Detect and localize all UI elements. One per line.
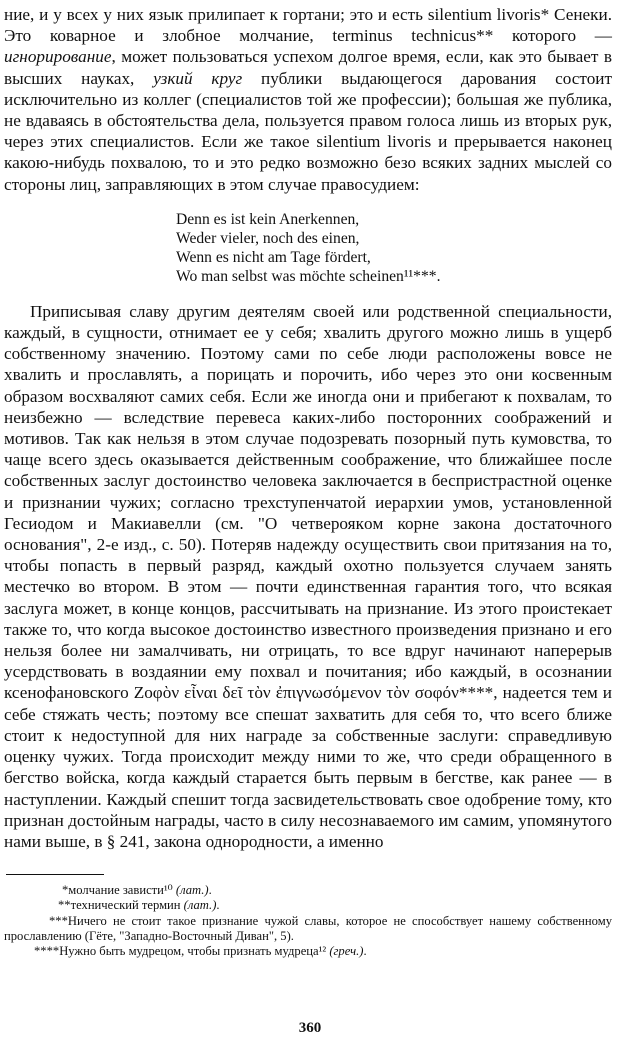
- italic-span: (греч.): [329, 943, 364, 958]
- footnote-3: [4, 914, 612, 944]
- text-span: Приписывая славу другим деятелям своей или родственной специальности, каждый, в сущности, отнимает ее у себя; хвалить другого можно лишь в ущерб собственному значению. Поэтому сами по себе люди расположены вовсе не хвалить и прославлять, а порицать и порочить, ибо через это они косвенным образом восхваляют самих себя. Если же иногда они и прибегают к похвалам, то неизбежно — вследствие перевеса каких-либо посторонних соображений и мотивов. Так как нельзя в этом случае подозревать позорный путь кумовства, то чаще всего здесь оказывается действенным соображение, что ближайшее после собственных заслуг достоинство человека заключается в беспристрастной оценке и признании чужих; согласно трехступенчатой иерархии умов, установленной Гесиодом и Макиавелли (см. "О четвероякoм корне закона достаточного основания", 2-е изд., с. 50). Потеряв надежду осуществить свои притязания на то, чтобы попасть в первый разряд, каждый охотно пользуется случаем занять местечко во втором. В этом — почти единственная гарантия того, что всякая заслуга может, в конце концов, рассчитывать на признание. Из этого проистекает также то, что когда высокое достоинство известного произведения признано и его нельзя более ни замалчивать, ни отрицать, то все вдруг начинают наперерыв усердствовать в воздаянии ему похвал и почитания; ибо каждый, в осознании ксенофановского Ζοφὸν εἶναι δεῖ τὸν ἐπιγνωσόμενον τὸν σοφόν****, надеется тем и себе стяжать честь; поэтому все спешат захватить для себя то, что всего ближе стоит к недоступной для них награде за собственные заслуги: справедливую оценку чужих. Тогда происходит между ними то же, что среди обращенного в бегство войска, когда каждый старается быть первым в бегстве, как ранее — в наступлении. Каждый спешит тогда засвидетельствовать свое одобрение тому, кто признан достойным награды, часто в силу несознаваемого им самим, упомянутого нами выше, в § 241, закона однородности, а именно: [4, 301, 612, 851]
- footnote-1: [4, 883, 612, 898]
- verse-line-1: Denn es ist kein Anerkennen,: [176, 210, 360, 228]
- italic-span: игнорирование: [4, 47, 112, 67]
- text-span: *молчание зависти¹⁰: [62, 883, 176, 898]
- paragraph-2: [4, 301, 612, 852]
- verse-line-3: Wenn es nicht am Tage fördert,: [176, 248, 371, 266]
- text-span: ние, и у всех у них язык прилипает к гортани; это и есть silentium livoris* Сенеки. Это коварное и злобное молчание, terminus technicus** которого —: [4, 5, 612, 46]
- verse-line-4: Wo man selbst was möchte scheinen¹¹***.: [176, 267, 441, 285]
- text-span: .: [208, 883, 212, 898]
- text-span: публики выдающегося дарования состоит исключительно из коллег (специалистов той же профессии); большая же публика, не вдаваясь в обстоятельства дела, пользуется правом голоса лишь из вторых рук, через этих специалистов. Если же такое silentium livoris и прерывается наконец какою-нибудь похвалою, то и это редко возможно безо всяких задних мыслей со стороны лиц, заправляющих в этом случае правосудием:: [4, 68, 613, 194]
- text-span: .: [216, 898, 220, 913]
- italic-span: узкий круг: [153, 68, 243, 88]
- page-number: 360: [298, 1020, 322, 1036]
- italic-span: (лат.): [175, 883, 209, 898]
- verse-quote: [176, 210, 612, 286]
- text-span: **технический термин: [58, 898, 184, 913]
- verse-line-2: Weder vieler, noch des einen,: [176, 229, 360, 247]
- footnote-2: [4, 898, 612, 913]
- paragraph-1: [4, 4, 612, 195]
- text-span: .: [363, 943, 367, 958]
- text-span: ***Ничего не стоит такое признание чужой славы, которое не способствует нашему собственному прославлению (Гёте, "Западно-Восточный Диван", 5).: [4, 913, 612, 943]
- text-span: , может пользоваться успехом долгое время, если, как это бывает в высших науках,: [4, 47, 612, 88]
- footnote-divider: [6, 874, 104, 875]
- text-span: ****Нужно быть мудрецом, чтобы признать мудреца¹²: [34, 943, 330, 958]
- footnote-4: [4, 944, 612, 959]
- italic-span: (лат.): [183, 898, 217, 913]
